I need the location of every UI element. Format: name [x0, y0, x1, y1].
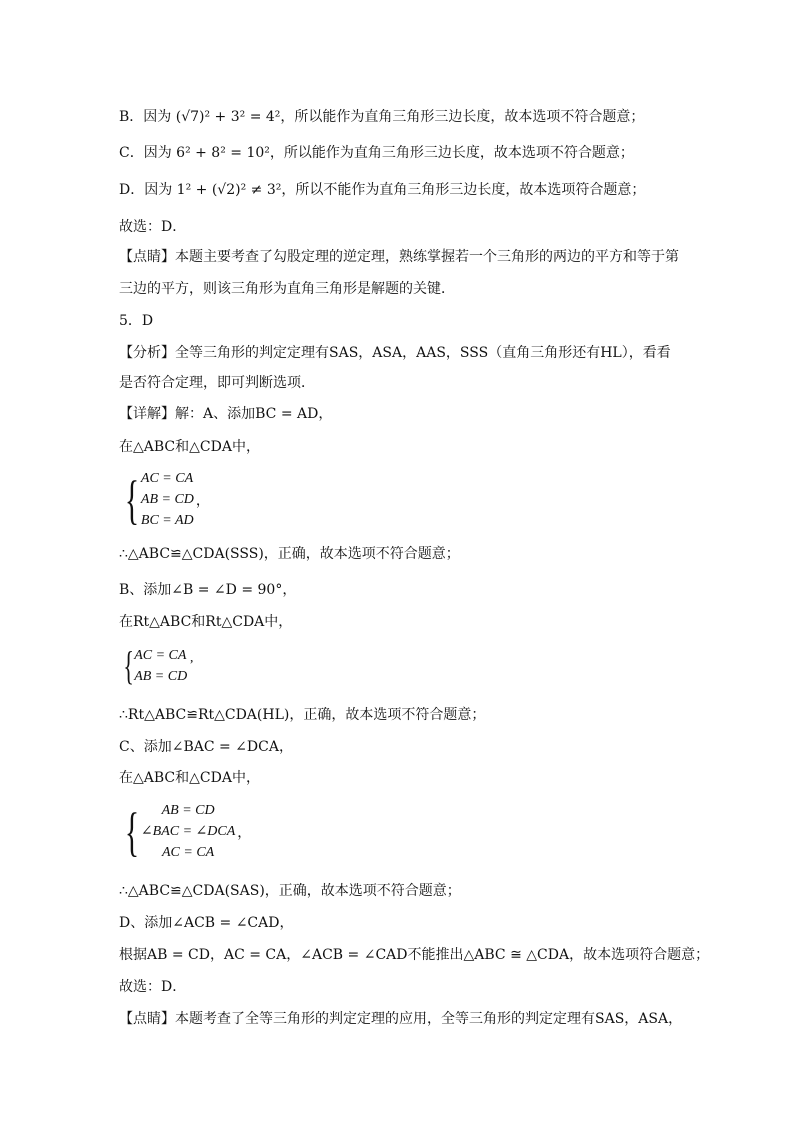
choice-line-2: 故选：D．	[119, 979, 187, 995]
system-rows	[141, 468, 194, 531]
equation-system-1	[119, 468, 210, 531]
equation-system-3	[119, 800, 251, 863]
according-line: 根据AB = CD，AC = CA，∠ACB = ∠CAD不能推出△ABC ≅ △CDA，故本选项符合题意；	[119, 947, 710, 963]
left-brace: {	[124, 469, 140, 530]
option-d-line: D．因为 1² + (√2)² ≠ 3²，所以不能作为直角三角形三边长度，故本选项符合题意；	[119, 182, 646, 198]
system-row: AC = CA	[134, 648, 187, 663]
system-tail: ’	[189, 658, 194, 673]
system-row: AB = CD	[140, 492, 194, 507]
system-row: BC = AD	[140, 513, 194, 528]
therefore-c-line: ∴△ABC≌△CDA(SAS)，正确，故本选项不符合题意；	[119, 883, 461, 899]
equation-system-2	[119, 645, 194, 687]
in-triangles-line-2: 在△ABC和△CDA中，	[119, 770, 260, 786]
left-brace: {	[124, 801, 140, 862]
option-b-line: B．因为 (√7)² + 3² = 4²，所以能作为直角三角形三边长度，故本选项不符合题意；	[119, 109, 645, 125]
system-row: AC = CA	[161, 845, 215, 860]
comment-line-1a: 【点睛】本题主要考查了勾股定理的逆定理，熟练掌握若一个三角形的两边的平方和等于第	[119, 249, 679, 265]
in-rt-triangles-line: 在Rt△ABC和Rt△CDA中，	[119, 614, 293, 630]
system-row: ∠BAC = ∠DCA	[140, 824, 236, 839]
detail-c-line: C、添加∠BAC = ∠DCA，	[119, 739, 293, 755]
system-row: AC = CA	[140, 471, 194, 486]
system-tail: ，	[195, 493, 210, 509]
system-rows	[134, 645, 187, 687]
detail-a-line: 【详解】解：A、添加BC = AD，	[119, 406, 333, 422]
detail-b-line: B、添加∠B = ∠D = 90°，	[119, 582, 297, 598]
question-5-answer: 5．D	[119, 313, 154, 329]
detail-d-line: D、添加∠ACB = ∠CAD，	[119, 915, 294, 931]
therefore-b-line: ∴Rt△ABC≌Rt△CDA(HL)，正确，故本选项不符合题意；	[119, 707, 486, 723]
system-row: AB = CD	[161, 803, 215, 818]
analysis-line-a: 【分析】全等三角形的判定定理有SAS，ASA，AAS，SSS（直角三角形还有HL），看看	[119, 345, 671, 361]
left-brace: {	[123, 643, 134, 688]
therefore-a-line: ∴△ABC≌△CDA(SSS)，正确，故本选项不符合题意；	[119, 546, 460, 562]
comment-line-1b: 三边的平方，则该三角形为直角三角形是解题的关键．	[119, 281, 455, 297]
system-rows	[141, 800, 235, 863]
system-tail: ，	[237, 825, 252, 841]
system-row: AB = CD	[134, 669, 188, 684]
analysis-line-b: 是否符合定理，即可判断选项．	[119, 375, 315, 391]
option-c-line: C．因为 6² + 8² = 10²，所以能作为直角三角形三边长度，故本选项不符合题意；	[119, 145, 634, 161]
in-triangles-line-1: 在△ABC和△CDA中，	[119, 439, 260, 455]
choice-line-1: 故选：D．	[119, 219, 187, 235]
comment-line-2: 【点睛】本题考查了全等三角形的判定定理的应用，全等三角形的判定定理有SAS，ASA，	[119, 1011, 683, 1027]
